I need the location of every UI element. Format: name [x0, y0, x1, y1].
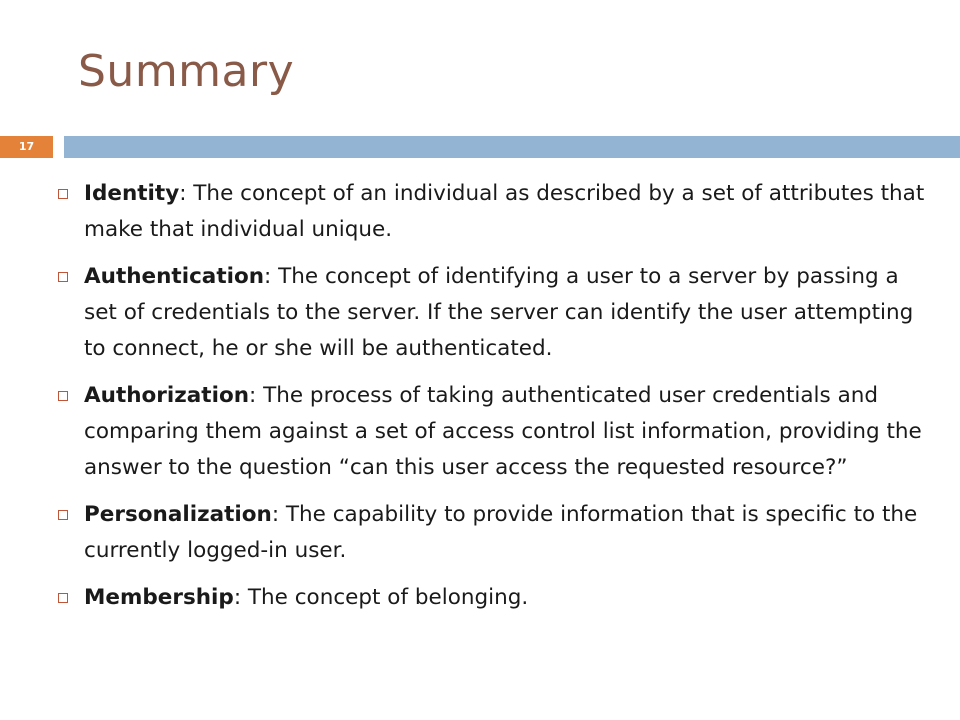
term-separator: :	[249, 383, 257, 408]
term-separator: :	[271, 502, 280, 527]
page-number-badge: 17	[0, 136, 53, 158]
definition-text: The concept of identifying a user to a server by passing a set of credentials to the server. If the server can identify the user attempting to connect, he or she will be authenticated.	[84, 264, 914, 361]
definition-text: The concept of an individual as described by a set of attributes that make that individual unique.	[84, 181, 925, 242]
header-bar	[64, 136, 960, 158]
list-item-authentication	[58, 259, 938, 367]
term-separator: :	[179, 181, 187, 206]
square-bullet-icon	[58, 189, 68, 199]
summary-list	[58, 176, 938, 627]
term-separator: :	[233, 585, 242, 610]
definition-text: The process of taking authenticated user credentials and comparing them against a set of access control list information, providing the answer to the question “can this user access the requested resource?”	[84, 383, 922, 480]
term-label: Membership	[84, 585, 234, 610]
term-separator: :	[264, 264, 272, 289]
list-item-identity	[58, 176, 938, 248]
term-label: Identity	[84, 181, 180, 206]
term-label: Authentication	[84, 264, 265, 289]
term-label: Authorization	[84, 383, 250, 408]
square-bullet-icon	[58, 510, 68, 520]
slide-title: Summary	[78, 46, 295, 97]
square-bullet-icon	[58, 272, 68, 282]
list-item-personalization	[58, 497, 938, 569]
list-item-membership	[58, 580, 938, 616]
term-label: Personalization	[84, 502, 272, 527]
definition-text: The capability to provide information that is specific to the currently logged-in user.	[84, 502, 918, 563]
list-item-authorization	[58, 378, 938, 486]
definition-text: The concept of belonging.	[241, 585, 529, 610]
square-bullet-icon	[58, 593, 68, 603]
square-bullet-icon	[58, 391, 68, 401]
